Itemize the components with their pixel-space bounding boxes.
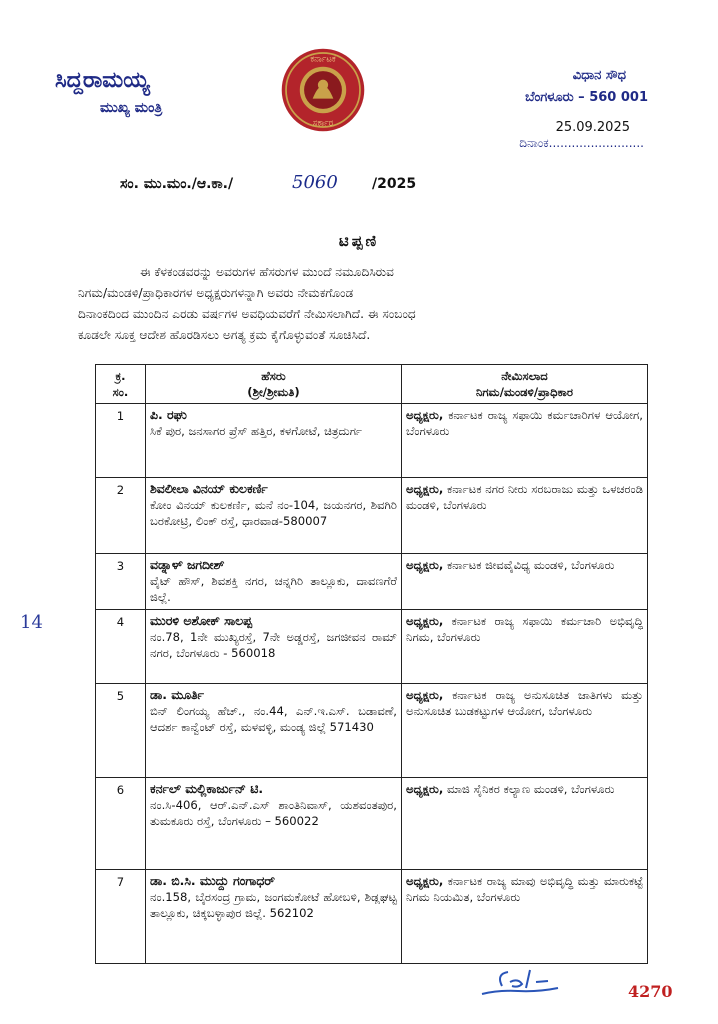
appointment-body: ಕರ್ನಾಟಕ ಜೀವವೈವಿಧ್ಯ ಮಂಡಳಿ, ಬೆಂಗಳೂರು — [446, 558, 615, 572]
table-header-row — [96, 365, 648, 404]
appointee-cell — [146, 778, 402, 870]
reference-number: 5060 — [292, 172, 338, 193]
table-row — [96, 404, 648, 478]
appointment-role: ಅಧ್ಯಕ್ಷರು, — [406, 408, 444, 422]
header-serial — [96, 365, 146, 404]
appointment-role: ಅಧ್ಯಕ್ಷರು, — [406, 558, 444, 572]
appointee-name: ಡಾ. ಬಿ.ಸಿ. ಮುದ್ದು ಗಂಗಾಧರ್ — [150, 873, 275, 888]
appointment-body: ಕರ್ನಾಟಕ ರಾಜ್ಯ ಮಾವು ಅಭಿವೃದ್ಧಿ ಮತ್ತು ಮಾರುಕಟ್ಟೆ ನಿಗಮ ನಿಯಮಿತ, ಬೆಂಗಳೂರು — [406, 874, 644, 904]
appointment-cell — [402, 610, 648, 684]
address-line-2: ಬೆಂಗಳೂರು – 560 001 — [525, 90, 648, 105]
serial-number: 3 — [96, 554, 146, 610]
appointment-role: ಅಧ್ಯಕ್ಷರು, — [406, 688, 444, 702]
paragraph-line: ಕೂಡಲೇ ಸೂಕ್ತ ಆದೇಶ ಹೊರಡಿಸಲು ಅಗತ್ಯ ಕ್ರಮ ಕೈಗೊಳ್ಳುವಂತೆ ಸೂಚಿಸಿದೆ. — [78, 328, 371, 342]
reference-prefix: ಸಂ. ಮು.ಮಂ./ಆ.ಕಾ./ — [120, 176, 234, 192]
appointment-body: ಕರ್ನಾಟಕ ರಾಜ್ಯ ಸಫಾಯಿ ಕರ್ಮಚಾರಿಗಳ ಆಯೋಗ, ಬೆಂಗಳೂರು — [406, 408, 643, 438]
appointment-body: ಕರ್ನಾಟಕ ರಾಜ್ಯ ಅನುಸೂಚಿತ ಜಾತಿಗಳು ಮತ್ತು ಅನುಸೂಚಿತ ಬುಡಕಟ್ಟುಗಳ ಆಯೋಗ, ಬೆಂಗಳೂರು — [406, 688, 644, 718]
serial-number: 7 — [96, 870, 146, 964]
appointment-body: ಮಾಜಿ ಸೈನಿಕರ ಕಲ್ಯಾಣ ಮಂಡಳಿ, ಬೆಂಗಳೂರು — [446, 782, 615, 796]
appointee-name: ಪಿ. ರಘು — [150, 407, 187, 422]
appointee-name: ಕರ್ನಲ್ ಮಲ್ಲಿಕಾರ್ಜುನ್ ಟಿ. — [150, 781, 264, 796]
paragraph-line: ನಿಗಮ/ಮಂಡಳಿ/ಪ್ರಾಧಿಕಾರಗಳ ಅಧ್ಯಕ್ಷರುಗಳನ್ನಾಗಿ ಅವರು ನೇಮಕಗೊಂಡ — [78, 286, 354, 300]
appointee-address: ವೈಟ್ ಹೌಸ್, ಶಿವಶಕ್ತಿ ನಗರ, ಚನ್ನಗಿರಿ ತಾಲ್ಲೂಕು, ದಾವಣಗೆರೆ ಜಿಲ್ಲೆ. — [150, 574, 397, 604]
appointee-cell — [146, 404, 402, 478]
signature-icon — [478, 964, 574, 1000]
appointee-name: ವಡ್ನಾಳ್ ಜಗದೀಶ್ — [150, 557, 225, 572]
chief-minister-title: ಮುಖ್ಯ ಮಂತ್ರಿ — [100, 100, 163, 116]
appointment-cell — [402, 778, 648, 870]
appointee-cell — [146, 870, 402, 964]
header-appointment — [402, 365, 648, 404]
appointee-cell — [146, 684, 402, 778]
appointee-cell — [146, 610, 402, 684]
header-name — [146, 365, 402, 404]
appointee-name: ಶಿವಲೀಲಾ ವಿನಯ್ ಕುಲಕರ್ಣಿ — [150, 481, 268, 496]
appointee-address: ನಂ.ಸಿ-406, ಆರ್.ಎನ್.ಎಸ್ ಶಾಂತಿನಿವಾಸ್, ಯಶವಂತಪುರ, ತುಮಕೂರು ರಸ್ತೆ, ಬೆಂಗಳೂರು – 560022 — [150, 798, 397, 828]
table-row — [96, 870, 648, 964]
document-heading: ಟಿಪ್ಪಣಿ — [338, 232, 380, 250]
serial-number: 4 — [96, 610, 146, 684]
header-name-line1: ಹೆಸರು — [261, 369, 286, 383]
appointee-cell — [146, 554, 402, 610]
appointee-address: ನಂ.78, 1ನೇ ಮುಖ್ಯರಸ್ತೆ, 7ನೇ ಅಡ್ಡರಸ್ತೆ, ಜಗಜೀವನ ರಾಮ್ ನಗರ, ಬೆಂಗಳೂರು - 560018 — [150, 630, 397, 660]
appointment-cell — [402, 870, 648, 964]
table-row — [96, 684, 648, 778]
chief-minister-name: ಸಿದ್ದರಾಮಯ್ಯ — [55, 68, 150, 93]
table-row — [96, 554, 648, 610]
karnataka-emblem-icon — [280, 47, 366, 133]
header-name-line2: (ಶ್ರೀ/ಶ್ರೀಮತಿ) — [247, 385, 300, 399]
table-row — [96, 778, 648, 870]
file-number: 4270 — [628, 982, 673, 1001]
appointee-cell — [146, 478, 402, 554]
appointment-cell — [402, 478, 648, 554]
header-appointment-line1: ನೇಮಿಸಲಾದ — [501, 369, 548, 383]
appointment-role: ಅಧ್ಯಕ್ಷರು, — [406, 614, 444, 628]
header-appointment-line2: ನಿಗಮ/ಮಂಡಳಿ/ಪ್ರಾಧಿಕಾರ — [475, 385, 574, 399]
appointment-cell — [402, 684, 648, 778]
appointee-name: ಮುರಳಿ ಅಶೋಕ್ ಸಾಲಪ್ಪ — [150, 613, 253, 628]
appointment-body: ಕರ್ನಾಟಕ ರಾಜ್ಯ ಸಫಾಯಿ ಕರ್ಮಚಾರಿ ಅಭಿವೃದ್ಧಿ ನಿಗಮ, ಬೆಂಗಳೂರು — [406, 614, 644, 644]
appointee-address: ಸಿಕೆ ಪುರ, ಜನಸಾಗರ ಪ್ರೆಸ್ ಹತ್ತಿರ, ಕಳಗೋಟೆ, ಚಿತ್ರದುರ್ಗ — [150, 424, 363, 438]
appointment-cell — [402, 404, 648, 478]
emblem-top-text: ಕರ್ನಾಟಕ — [310, 54, 336, 65]
paragraph-line: ದಿನಾಂಕದಿಂದ ಮುಂದಿನ ಎರಡು ವರ್ಷಗಳ ಅವಧಿಯವರೆಗೆ ನೇಮಿಸಲಾಗಿದೆ. ಈ ಸಂಬಂಧ — [78, 307, 416, 321]
header-serial-line2: ಸಂ. — [112, 385, 129, 399]
address-line-1: ವಿಧಾನ ಸೌಧ — [572, 68, 626, 83]
table-row — [96, 610, 648, 684]
serial-number: 6 — [96, 778, 146, 870]
serial-number: 5 — [96, 684, 146, 778]
appointment-role: ಅಧ್ಯಕ್ಷರು, — [406, 782, 444, 796]
emblem-bottom-text: ಸರ್ಕಾರ — [312, 118, 334, 129]
appointee-name: ಡಾ. ಮೂರ್ತಿ — [150, 687, 204, 702]
appointments-table — [95, 364, 648, 964]
table-row — [96, 478, 648, 554]
serial-number: 1 — [96, 404, 146, 478]
appointment-role: ಅಧ್ಯಕ್ಷರು, — [406, 874, 444, 888]
margin-note: 14 — [20, 612, 43, 633]
document-date: 25.09.2025 — [555, 120, 630, 135]
reference-year: /2025 — [372, 176, 417, 192]
paragraph-line: ಈ ಕೆಳಕಂಡವರನ್ನು ಅವರುಗಳ ಹೆಸರುಗಳ ಮುಂದೆ ನಮೂದಿಸಿರುವ — [140, 265, 394, 279]
body-paragraph — [78, 262, 638, 346]
appointee-address: ಬಿನ್ ಲಿಂಗಯ್ಯ ಹೆಚ್., ನಂ.44, ಎನ್.ಇ.ಎಸ್. ಬಡಾವಣೆ, ಆದರ್ಶ ಕಾನ್ವೆಂಟ್ ರಸ್ತೆ, ಮಳವಳ್ಳಿ, ಮಂಡ್ಯ ಜಿಲ್ಲೆ 571430 — [150, 704, 397, 734]
appointee-address: ನಂ.158, ಬೈರಸಂದ್ರ ಗ್ರಾಮ, ಜಂಗಮಕೋಟೆ ಹೋಬಳಿ, ಶಿಡ್ಲಘಟ್ಟ ತಾಲ್ಲೂಕು, ಚಿಕ್ಕಬಳ್ಳಾಪುರ ಜಿಲ್ಲೆ. 562102 — [150, 890, 397, 920]
appointment-body: ಕರ್ನಾಟಕ ನಗರ ನೀರು ಸರಬರಾಜು ಮತ್ತು ಒಳಚರಂಡಿ ಮಂಡಳಿ, ಬೆಂಗಳೂರು — [406, 482, 643, 512]
date-label: ದಿನಾಂಕ......................... — [519, 136, 644, 150]
appointee-address: ಕೋಂ ವಿನಯ್ ಕುಲಕರ್ಣಿ, ಮನೆ ನಂ-104, ಜಯನಗರ, ಶಿವಗಿರಿ ಬರಕೋಟ್ರಿ, ಲಿಂಕ್ ರಸ್ತೆ, ಧಾರವಾಡ-580007 — [150, 498, 397, 528]
appointment-role: ಅಧ್ಯಕ್ಷರು, — [406, 482, 444, 496]
header-serial-line1: ಕ್ರ. — [115, 369, 126, 383]
serial-number: 2 — [96, 478, 146, 554]
appointment-cell — [402, 554, 648, 610]
